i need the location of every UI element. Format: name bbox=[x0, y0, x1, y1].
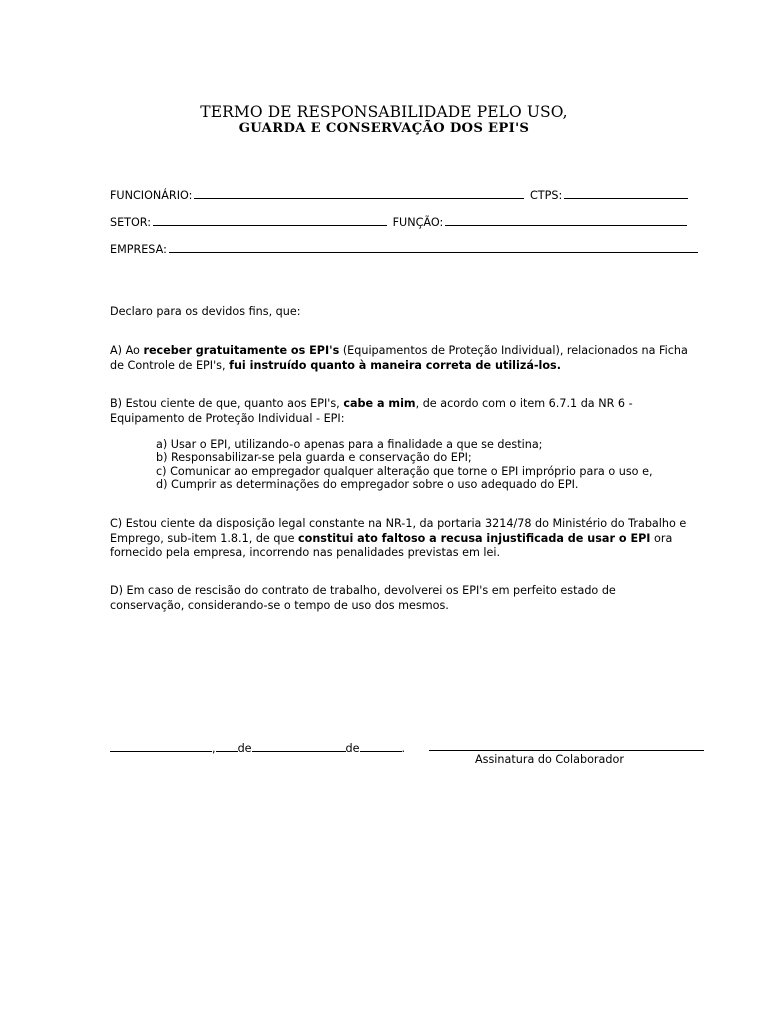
clause-b-suffix: , de acordo com o item 6.7.1 da NR 6 - Equipamento de Proteção Individual - EPI: bbox=[110, 397, 633, 425]
clause-a-prefix: A) Ao bbox=[110, 344, 144, 357]
signature-line[interactable] bbox=[429, 738, 704, 751]
date-de-2: de bbox=[345, 742, 360, 755]
funcionario-label: FUNCIONÁRIO: bbox=[110, 189, 193, 202]
funcionario-blank[interactable] bbox=[194, 187, 524, 199]
clause-a-bold-1: receber gratuitamente os EPI's bbox=[143, 344, 340, 357]
clause-a-bold-2: fui instruído quanto à maneira correta de utilizá-los. bbox=[229, 358, 561, 372]
date-line bbox=[110, 740, 405, 755]
clause-b-bold: cabe a mim bbox=[343, 397, 416, 410]
clause-d: D) Em caso de rescisão do contrato de trabalho, devolverei os EPI's em perfeito estado de conservação, considerando-se o tempo de uso dos mesmos. bbox=[110, 584, 616, 612]
date-period: . bbox=[401, 742, 406, 755]
clause-c-suffix: ora fornecido pela empresa, incorrendo nas penalidades previstas em lei. bbox=[110, 531, 673, 560]
ctps-blank[interactable] bbox=[564, 187, 688, 199]
date-month-blank[interactable] bbox=[252, 740, 346, 752]
setor-label: SETOR: bbox=[110, 216, 152, 229]
funcao-blank[interactable] bbox=[445, 214, 687, 226]
ctps-label: CTPS: bbox=[529, 189, 563, 202]
setor-row bbox=[110, 214, 689, 229]
list-item: b) Responsabilizar-se pela guarda e conservação do EPI; bbox=[156, 451, 472, 465]
list-item: d) Cumprir as determinações do empregador sobre o uso adequado do EPI. bbox=[156, 477, 579, 491]
document-subtitle: GUARDA E CONSERVAÇÃO DOS EPI'S bbox=[238, 121, 530, 136]
date-city-blank[interactable] bbox=[110, 740, 212, 752]
date-de-1: de bbox=[237, 742, 252, 755]
list-item: a) Usar o EPI, utilizando-o apenas para a finalidade a que se destina; bbox=[156, 438, 543, 451]
date-comma: , bbox=[212, 742, 216, 755]
document-title: TERMO DE RESPONSABILIDADE PELO USO, bbox=[200, 103, 568, 121]
date-year-blank[interactable] bbox=[360, 740, 402, 752]
clause-b-prefix: B) Estou ciente de que, quanto aos EPI's, bbox=[110, 397, 344, 410]
funcionario-row bbox=[110, 187, 690, 202]
signature-label: Assinatura do Colaborador bbox=[475, 753, 624, 766]
clause-c-bold: constitui ato faltoso a recusa injustificada de usar o EPI bbox=[298, 531, 651, 545]
empresa-row bbox=[110, 241, 700, 256]
clause-b-list bbox=[156, 438, 716, 491]
clause-c bbox=[110, 517, 710, 561]
clause-c-prefix: C) Estou ciente da disposição legal constante na NR-1, da portaria 3214/78 do Ministério do Trabalho e Emprego, sub-item 1.8.1, de que bbox=[110, 517, 687, 545]
setor-blank[interactable] bbox=[153, 214, 387, 226]
funcao-label: FUNÇÃO: bbox=[392, 216, 444, 229]
date-day-blank[interactable] bbox=[216, 740, 238, 752]
clause-b bbox=[110, 397, 680, 426]
intro-text: Declaro para os devidos fins, que: bbox=[110, 305, 301, 318]
clause-a bbox=[110, 344, 695, 373]
list-item: c) Comunicar ao empregador qualquer alteração que torne o EPI impróprio para o uso e, bbox=[156, 464, 653, 478]
empresa-blank[interactable] bbox=[169, 241, 698, 253]
clause-a-mid: (Equipamentos de Proteção Individual), relacionados na Ficha de Controle de EPI's, bbox=[110, 344, 688, 372]
empresa-label: EMPRESA: bbox=[110, 243, 167, 256]
